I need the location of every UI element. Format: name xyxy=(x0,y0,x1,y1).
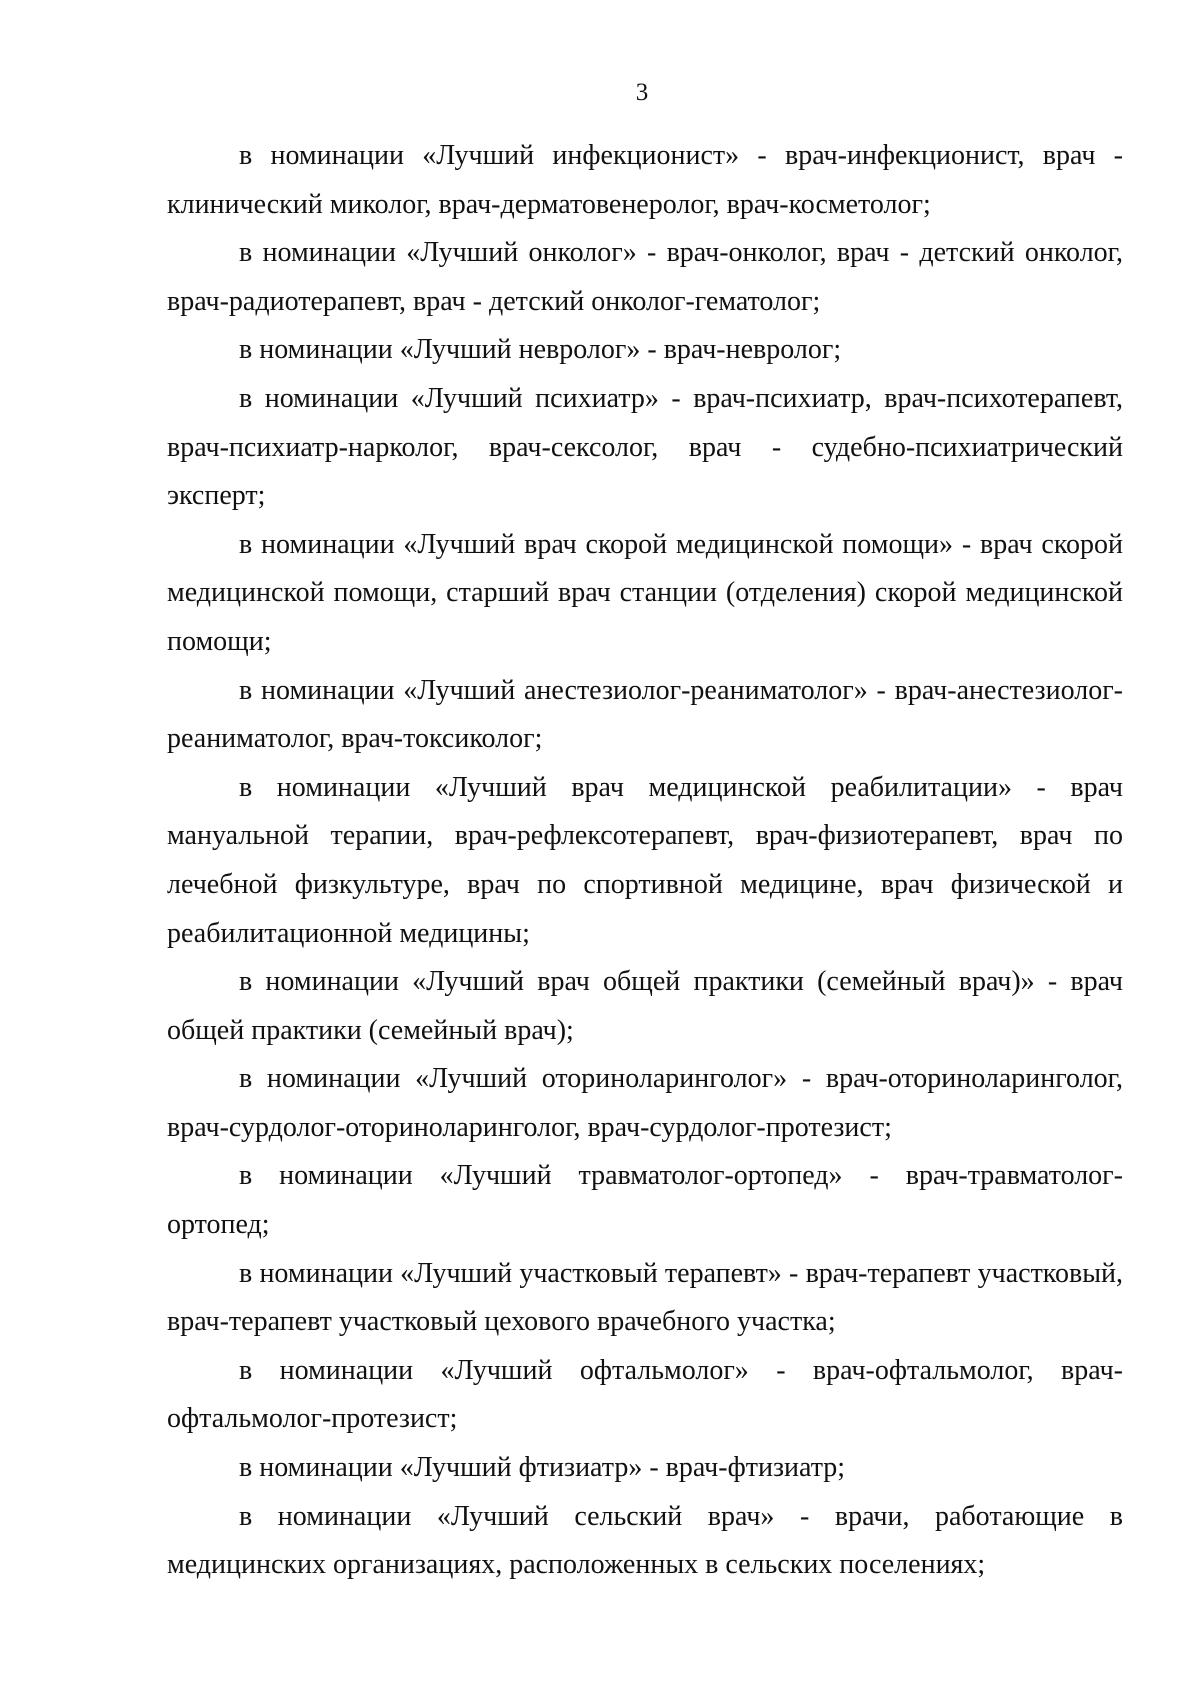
paragraph-oncologist: в номинации «Лучший онколог» - врач-онколог, врач - детский онколог, врач-радиотерапевт, врач - детский онколог-гематолог; xyxy=(167,237,1123,317)
paragraph-phthisiatrician: в номинации «Лучший фтизиатр» - врач-фтизиатр; xyxy=(239,1452,846,1484)
paragraph-traumatologist: в номинации «Лучший травматолог-ортопед» - врач-травматолог-ортопед; xyxy=(167,1160,1123,1241)
paragraph-rural-doctor: в номинации «Лучший сельский врач» - врачи, работающие в медицинских организациях, расположенных в сельских поселениях; xyxy=(167,1500,1123,1581)
paragraph-rehabilitation-doctor: в номинации «Лучший врач медицинской реабилитации» - врач мануальной терапии, врач-рефлексотерапевт, врач-физиотерапевт, врач по лечебной физкультуре, врач по спортивной медицине, врач физической и реабилитационной медицины; xyxy=(167,771,1123,949)
paragraph-neurologist: в номинации «Лучший невролог» - врач-невролог; xyxy=(239,334,842,366)
body-text xyxy=(167,132,1123,1590)
paragraph-emergency-doctor: в номинации «Лучший врач скорой медицинской помощи» - врач скорой медицинской помощи, старший врач станции (отделения) скорой медицинской помощи; xyxy=(167,528,1123,657)
paragraph-general-practitioner: в номинации «Лучший врач общей практики (семейный врач)» - врач общей практики (семейный врач); xyxy=(167,966,1123,1046)
paragraph-infectionist: в номинации «Лучший инфекционист» - врач-инфекционист, врач - клинический миколог, врач-дерматовенеролог, врач-косметолог; xyxy=(167,140,1123,220)
paragraph-district-therapist: в номинации «Лучший участковый терапевт» - врач-терапевт участковый, врач-терапевт участковый цехового врачебного участка; xyxy=(167,1257,1123,1338)
paragraph-ophthalmologist: в номинации «Лучший офтальмолог» - врач-офтальмолог, врач-офтальмолог-протезист; xyxy=(167,1354,1123,1435)
paragraph-otorhinolaryngologist: в номинации «Лучший оториноларинголог» - врач-оториноларинголог, врач-сурдолог-оториноларинголог, врач-сурдолог-протезист; xyxy=(167,1063,1123,1143)
paragraph-anesthesiologist: в номинации «Лучший анестезиолог-реаниматолог» - врач-анестезиолог-реаниматолог, врач-токсиколог; xyxy=(167,674,1123,755)
paragraph-psychiatrist: в номинации «Лучший психиатр» - врач-психиатр, врач-психотерапевт, врач-психиатр-нарколог, врач-сексолог, врач - судебно-психиатрический эксперт; xyxy=(167,382,1123,512)
page-number: 3 xyxy=(635,79,649,106)
